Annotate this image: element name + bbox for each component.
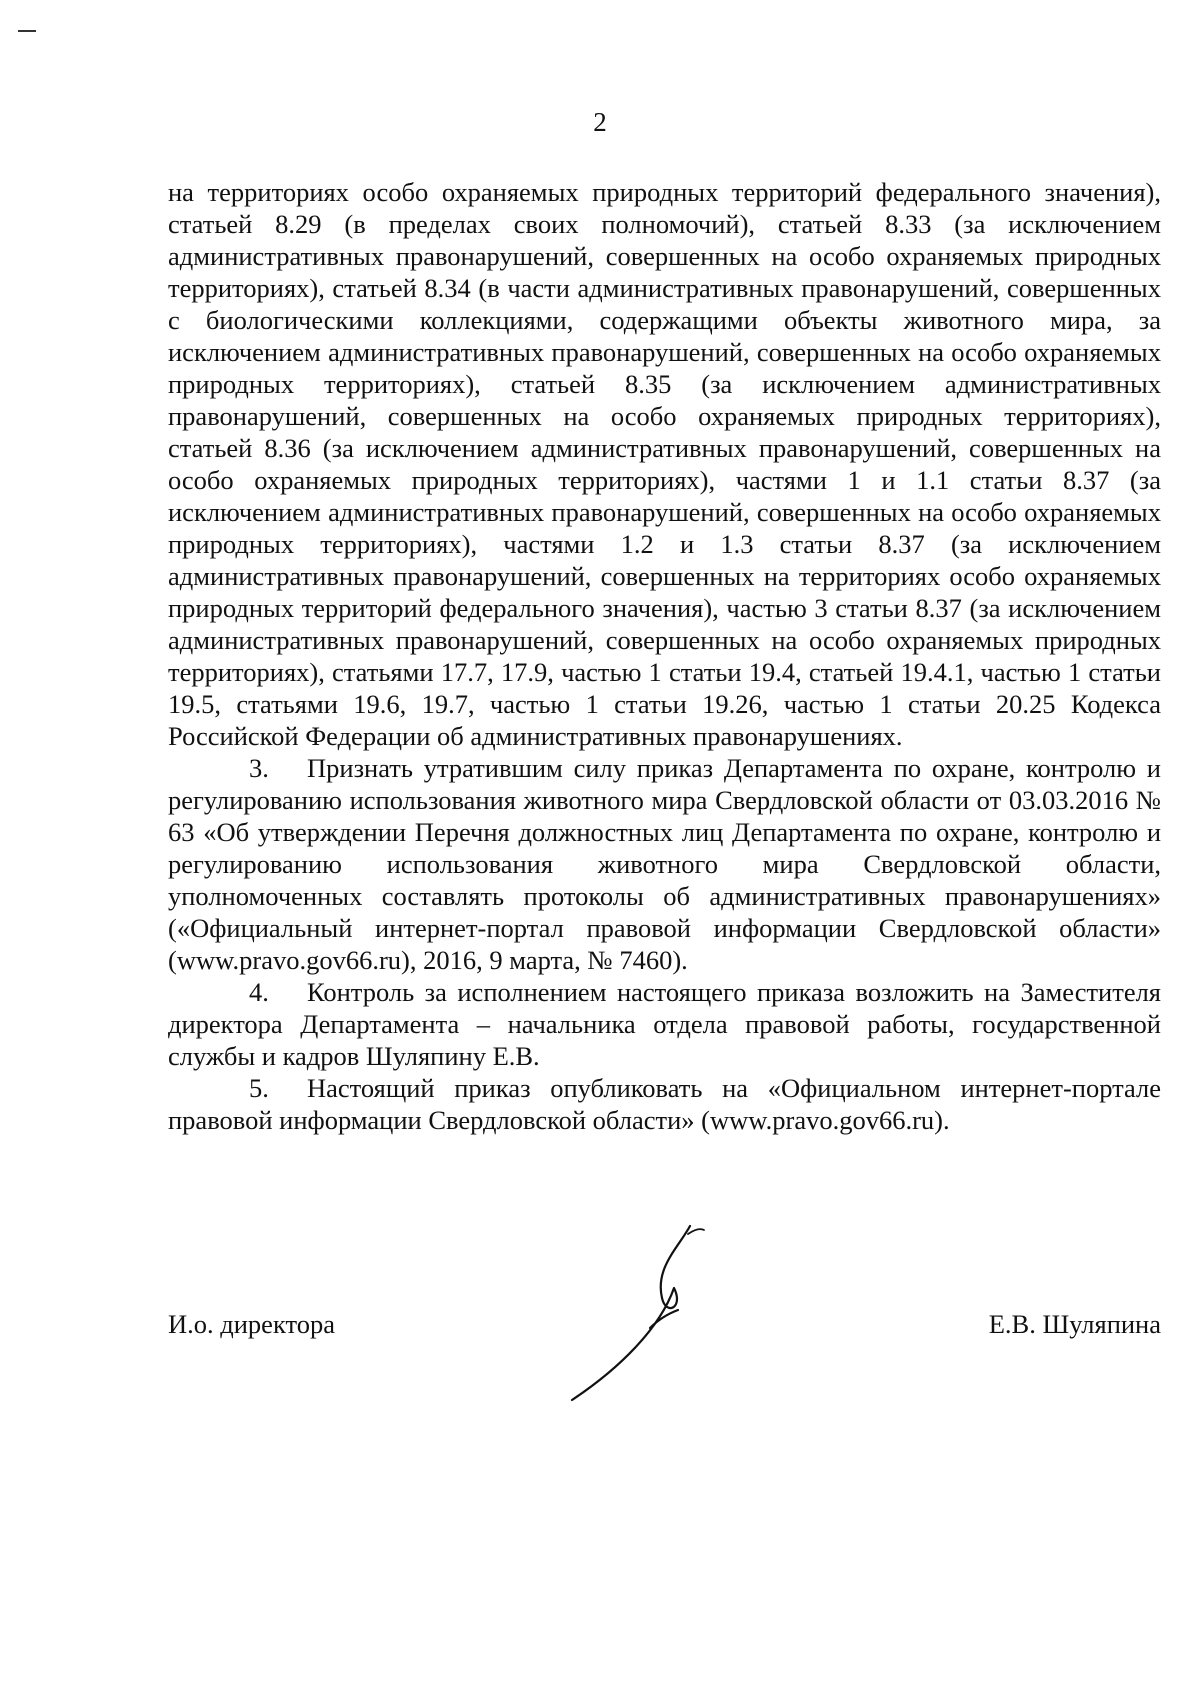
paragraph-number: 5. [249,1073,269,1103]
paragraph-text: на территориях особо охраняемых природных территорий федерального значения), статьей 8.29 (в пределах своих полномочий), статьей 8.33 (за исключением административных правонарушений, совершенных на особо охраняемых природных территориях), статьей 8.34 (в части административных правонарушений, совершенных с биологическими коллекциями, содержащими объекты животного мира, за исключением административных правонарушений, совершенных на особо охраняемых природных территориях), статьей 8.35 (за исключением административных правонарушений, совершенных на особо охраняемых природных территориях), статьей 8.36 (за исключением административных правонарушений, совершенных на особо охраняемых природных территориях), частями 1 и 1.1 статьи 8.37 (за исключением административных правонарушений, совершенных на особо охраняемых природных территориях), частями 1.2 и 1.3 статьи 8.37 (за исключением административных правонарушений, совершенных на территориях особо охраняемых природных территорий федерального значения), частью 3 статьи 8.37 (за исключением административных правонарушений, совершенных на особо охраняемых природных территориях), статьями 17.7, 17.9, частью 1 статьи 19.4, статьей 19.4.1, частью 1 статьи 19.5, статьями 19.6, 19.7, частью 1 статьи 19.26, частью 1 статьи 20.25 Кодекса Российской Федерации об административных правонарушениях. [168,177,1161,751]
corner-scan-mark [18,30,36,32]
paragraph-number: 4. [249,977,269,1007]
paragraph-3 [168,752,1161,976]
paragraph-text: Контроль за исполнением настоящего приказа возложить на Заместителя директора Департамента – начальника отдела правовой работы, государственной службы и кадров Шуляпину Е.В. [168,977,1161,1071]
paragraph-text: Признать утратившим силу приказ Департамента по охране, контролю и регулированию использования животного мира Свердловской области от 03.03.2016 № 63 «Об утверждении Перечня должностных лиц Департамента по охране, контролю и регулированию использования животного мира Свердловской области, уполномоченных составлять протоколы об административных правонарушениях» («Официальный интернет-портал правовой информации Свердловской области» (www.pravo.gov66.ru), 2016, 9 марта, № 7460). [168,753,1161,975]
paragraph-continuation [168,176,1161,752]
paragraph-number: 3. [249,753,269,783]
signer-position: И.о. директора [168,1309,335,1339]
handwritten-signature [560,1218,730,1408]
document-body [168,176,1161,1136]
paragraph-text: Настоящий приказ опубликовать на «Официальном интернет-портале правовой информации Свердловской области» (www.pravo.gov66.ru). [168,1073,1161,1135]
signer-name: Е.В. Шуляпина [988,1309,1161,1339]
paragraph-5 [168,1072,1161,1136]
paragraph-4 [168,976,1161,1072]
page-number: 2 [593,107,607,137]
